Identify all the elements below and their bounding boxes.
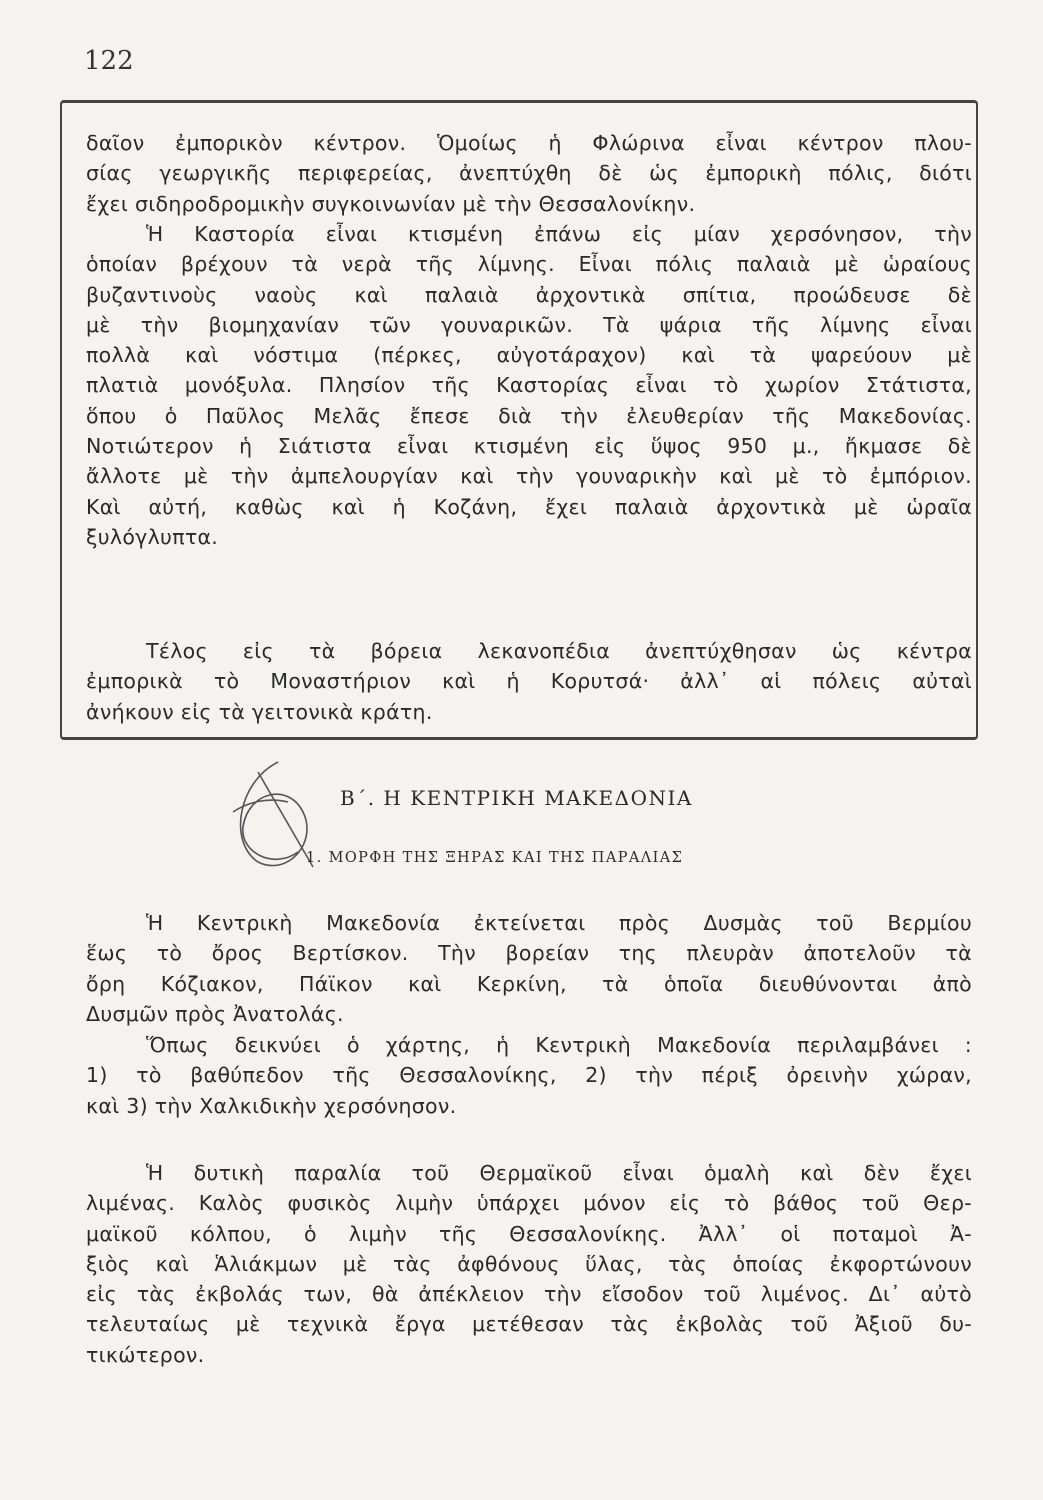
text-line: πλατιὰ μονόξυλα. Πλησίον τῆς Καστορίας εἶναι τὸ χωρίον Στάτιστα,	[86, 373, 972, 398]
text-line: τικώτερον.	[86, 1342, 205, 1367]
text-line: ξυλόγλυπτα.	[86, 524, 219, 549]
text-line: πολλὰ καὶ νόστιμα (πέρκες, αὐγοτάραχον) καὶ τὰ ψαρεύουν μὲ	[86, 343, 972, 368]
text-line: μαϊκοῦ κόλπου, ὁ λιμὴν τῆς Θεσσαλονίκης. Ἀλλ᾽ οἱ ποταμοὶ Ἀ-	[86, 1221, 972, 1246]
text-line: Καὶ αὐτή, καθὼς καὶ ἡ Κοζάνη, ἔχει παλαιὰ ἀρχοντικὰ μὲ ὡραῖα	[86, 494, 972, 519]
paragraph-kastoria	[86, 219, 972, 552]
text-line: ἕως τὸ ὄρος Βερτίσκον. Τὴν βορείαν της πλευρὰν ἀποτελοῦν τὰ	[86, 941, 972, 966]
paragraph-thermaic-coast	[86, 1158, 972, 1370]
text-line: δαῖον ἐμπορικὸν κέντρον. Ὁμοίως ἡ Φλώρινα εἶναι κέντρον πλου-	[86, 131, 972, 155]
page-number: 122	[84, 46, 134, 76]
text-line: ἀνήκουν εἰς τὰ γειτονικὰ κράτη.	[86, 699, 433, 724]
text-line: βυζαντινοὺς ναοὺς καὶ παλαιὰ ἀρχοντικὰ σπίτια, προώδευσε δὲ	[86, 282, 972, 307]
text-line: ξιὸς καὶ Ἁλιάκμων μὲ τὰς ἀφθόνους ὕλας, τὰς ὁποίας ἐκφορτώνουν	[86, 1251, 972, 1276]
text-line: Δυσμῶν πρὸς Ἀνατολάς.	[86, 1001, 344, 1026]
paragraph-map-regions	[86, 1030, 972, 1121]
text-line: 1) τὸ βαθύπεδον τῆς Θεσσαλονίκης, 2) τὴν πέριξ ὀρεινὴν χώραν,	[86, 1063, 972, 1088]
text-line: εἰς τὰς ἐκβολάς των, θὰ ἀπέκλειον τὴν εἴσοδον τοῦ λιμένος. Δι᾽ αὐτὸ	[86, 1282, 972, 1307]
paragraph-florina	[86, 128, 972, 219]
text-line: Ὅπως δεικνύει ὁ χάρτης, ἡ Κεντρικὴ Μακεδονία περιλαμβάνει :	[146, 1033, 972, 1057]
text-line: ὁποίαν βρέχουν τὰ νερὰ τῆς λίμνης. Εἶναι πόλις παλαιὰ μὲ ὡραίους	[86, 252, 972, 277]
paragraph-central-macedonia-extent	[86, 908, 972, 1029]
text-line: Ἡ Κεντρικὴ Μακεδονία ἐκτείνεται πρὸς Δυσμὰς τοῦ Βερμίου	[146, 911, 972, 935]
text-line: ἐμπορικὰ τὸ Μοναστήριον καὶ ἡ Κορυτσά· ἀλλ᾽ αἱ πόλεις αὐταὶ	[86, 669, 972, 694]
section-subheading: 1. ΜΟΡΦΗ ΤΗΣ ΞΗΡΑΣ ΚΑΙ ΤΗΣ ΠΑΡΑΛΙΑΣ	[306, 850, 684, 866]
text-line: Ἡ Καστορία εἶναι κτισμένη ἐπάνω εἰς μίαν χερσόνησον, τὴν	[146, 222, 972, 246]
text-line: ἄλλοτε μὲ τὴν ἀμπελουργίαν καὶ τὴν γουναρικὴν καὶ μὲ τὸ ἐμπόριον.	[86, 464, 972, 489]
text-line: Νοτιώτερον ἡ Σιάτιστα εἶναι κτισμένη εἰς ὕψος 950 μ., ἤκμασε δὲ	[86, 434, 972, 459]
text-line: τελευταίως μὲ τεχνικὰ ἔργα μετέθεσαν τὰς ἐκβολὰς τοῦ Ἀξιοῦ δυ-	[86, 1312, 972, 1337]
section-heading: Β΄. Η ΚΕΝΤΡΙΚΗ ΜΑΚΕΔΟΝΙΑ	[340, 786, 693, 810]
paragraph-monastirion	[86, 636, 972, 727]
text-line: καὶ 3) τὴν Χαλκιδικὴν χερσόνησον.	[86, 1093, 457, 1118]
text-line: μὲ τὴν βιομηχανίαν τῶν γουναρικῶν. Τὰ ψάρια τῆς λίμνης εἶναι	[86, 312, 972, 337]
text-line: Τέλος εἰς τὰ βόρεια λεκανοπέδια ἀνεπτύχθησαν ὡς κέντρα	[146, 639, 972, 663]
text-line: Ἡ δυτικὴ παραλία τοῦ Θερμαϊκοῦ εἶναι ὁμαλὴ καὶ δὲν ἔχει	[146, 1161, 972, 1185]
text-line: σίας γεωργικῆς περιφερείας, ἀνεπτύχθη δὲ ὡς ἐμπορικὴ πόλις, διότι	[86, 161, 972, 186]
text-line: ἔχει σιδηροδρομικὴν συγκοινωνίαν μὲ τὴν Θεσσαλονίκην.	[86, 191, 696, 216]
text-line: λιμένας. Καλὸς φυσικὸς λιμὴν ὑπάρχει μόνον εἰς τὸ βάθος τοῦ Θερ-	[86, 1191, 972, 1216]
text-line: ὄρη Κόζιακον, Πάϊκον καὶ Κερκίνη, τὰ ὁποῖα διευθύνονται ἀπὸ	[86, 971, 972, 996]
text-line: ὅπου ὁ Παῦλος Μελᾶς ἔπεσε διὰ τὴν ἐλευθερίαν τῆς Μακεδονίας.	[86, 403, 972, 428]
